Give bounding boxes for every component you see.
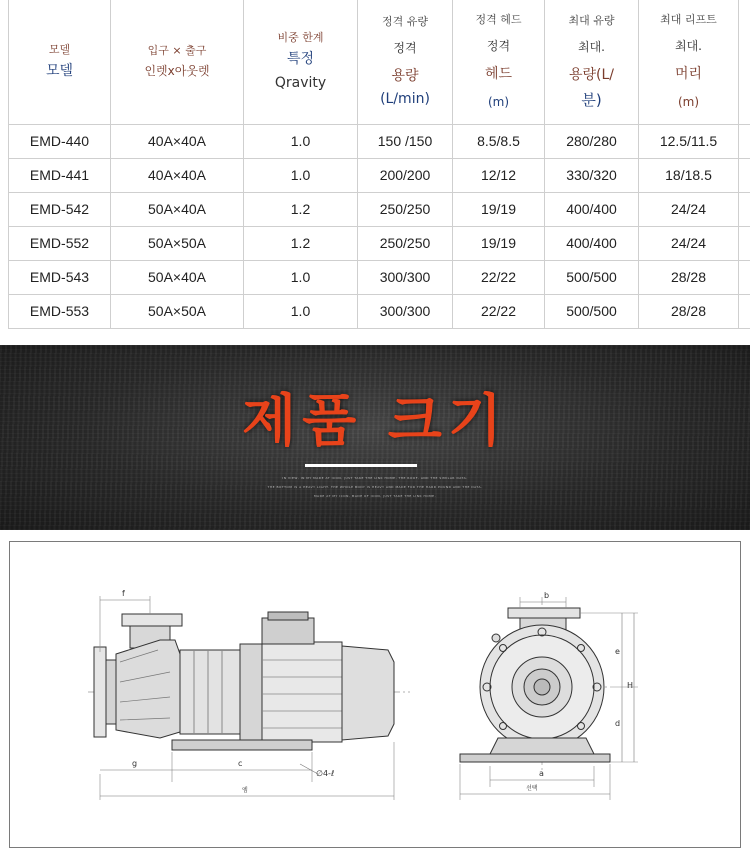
table-cell: 19/19	[453, 192, 545, 226]
header-rated-head: 정격 헤드 정격 헤드 (m)	[453, 0, 545, 124]
table-cell: 28/28	[639, 294, 739, 328]
header-rated-flow: 정격 유량 정격 용량 (L/min)	[358, 0, 453, 124]
table-cell: 24/24	[639, 192, 739, 226]
table-cell: 200/200	[358, 158, 453, 192]
table-cell-extra	[739, 158, 750, 192]
spec-table-section	[8, 0, 750, 330]
header-model: 모델 모델	[9, 0, 111, 124]
table-cell: 22/22	[453, 260, 545, 294]
table-cell-extra	[739, 260, 750, 294]
banner-fine-print-1: IN VIEW, IN MY MADE AT ICON, JUST TAKE THE LINK HOME, THE ROOF, AND THE SIMILAR DATA.	[282, 476, 468, 480]
table-cell: 28/28	[639, 260, 739, 294]
table-cell: EMD-553	[9, 294, 111, 328]
table-cell: 24/24	[639, 226, 739, 260]
table-cell: 12/12	[453, 158, 545, 192]
table-header-row	[9, 0, 750, 124]
table-row	[9, 124, 750, 158]
table-cell: 1.0	[244, 158, 358, 192]
spec-table	[8, 0, 750, 329]
table-cell: 300/300	[358, 294, 453, 328]
dim-label-b: b	[544, 591, 550, 600]
header-max-lift: 최대 리프트 최대. 머리 (m)	[639, 0, 739, 124]
banner-fine-print-3: MADE AT MY ICON, MADE OF ICON, JUST TAKE THE LINK HOME.	[313, 494, 437, 498]
table-cell: 18/18.5	[639, 158, 739, 192]
table-cell: 19/19	[453, 226, 545, 260]
table-cell-extra	[739, 226, 750, 260]
table-cell: 500/500	[545, 260, 639, 294]
table-cell: 400/400	[545, 226, 639, 260]
dim-label-overall: 엠	[242, 787, 248, 794]
table-cell: 500/500	[545, 294, 639, 328]
header-specific-gravity: 비중 한계 특정 Qravity	[244, 0, 358, 124]
table-cell: 1.2	[244, 226, 358, 260]
dim-label-h: H	[627, 681, 634, 690]
table-cell: 250/250	[358, 192, 453, 226]
table-cell: EMD-440	[9, 124, 111, 158]
dim-label-g: g	[132, 759, 138, 768]
table-body	[9, 124, 750, 328]
pump-side-view	[88, 596, 410, 800]
table-cell: 22/22	[453, 294, 545, 328]
table-cell: 40A×40A	[111, 124, 244, 158]
table-cell: 330/320	[545, 158, 639, 192]
pump-front-view	[460, 597, 638, 800]
dimension-drawing	[9, 541, 741, 848]
table-cell: 1.2	[244, 192, 358, 226]
product-size-banner	[0, 345, 750, 530]
table-cell: 50A×40A	[111, 260, 244, 294]
table-row	[9, 158, 750, 192]
table-cell-extra	[739, 294, 750, 328]
dim-label-c: c	[238, 759, 243, 768]
banner-title: 제품 크기	[242, 389, 508, 454]
dim-label-base: 선택	[526, 785, 538, 792]
dim-label-e: e	[615, 647, 620, 656]
table-cell: 12.5/11.5	[639, 124, 739, 158]
dim-label-f: f	[122, 589, 125, 598]
table-cell: 1.0	[244, 124, 358, 158]
table-cell: 150 /150	[358, 124, 453, 158]
dim-label-hole: ∅4-ℓ	[316, 769, 335, 778]
table-cell: EMD-441	[9, 158, 111, 192]
header-max-flow: 최대 유량 최대. 용량(L/ 분)	[545, 0, 639, 124]
table-cell: 8.5/8.5	[453, 124, 545, 158]
table-row	[9, 226, 750, 260]
table-cell-extra	[739, 192, 750, 226]
banner-fine-print-2: THE BOTTOM IS A HEAVY LIGHT. THE WHOLE BODY IS HEAVY AND MADE FOR THE HARD POUND AND THE DATA.	[267, 485, 483, 489]
table-row	[9, 294, 750, 328]
pump-drawing-svg	[10, 542, 740, 847]
banner-divider	[305, 464, 417, 467]
header-extra	[739, 0, 750, 124]
table-cell: 40A×40A	[111, 158, 244, 192]
table-cell: 50A×50A	[111, 226, 244, 260]
table-cell: 1.0	[244, 294, 358, 328]
table-cell: 300/300	[358, 260, 453, 294]
table-cell: 50A×50A	[111, 294, 244, 328]
table-cell: 280/280	[545, 124, 639, 158]
table-cell: EMD-543	[9, 260, 111, 294]
dim-label-d: d	[615, 719, 621, 728]
table-cell: EMD-542	[9, 192, 111, 226]
table-row	[9, 192, 750, 226]
table-cell: 400/400	[545, 192, 639, 226]
table-cell: 1.0	[244, 260, 358, 294]
table-cell: EMD-552	[9, 226, 111, 260]
table-row	[9, 260, 750, 294]
table-cell: 250/250	[358, 226, 453, 260]
table-cell: 50A×40A	[111, 192, 244, 226]
header-inlet-outlet: 입구 × 출구 인렛x아웃렛	[111, 0, 244, 124]
table-cell-extra	[739, 124, 750, 158]
dim-label-a: a	[539, 769, 544, 778]
